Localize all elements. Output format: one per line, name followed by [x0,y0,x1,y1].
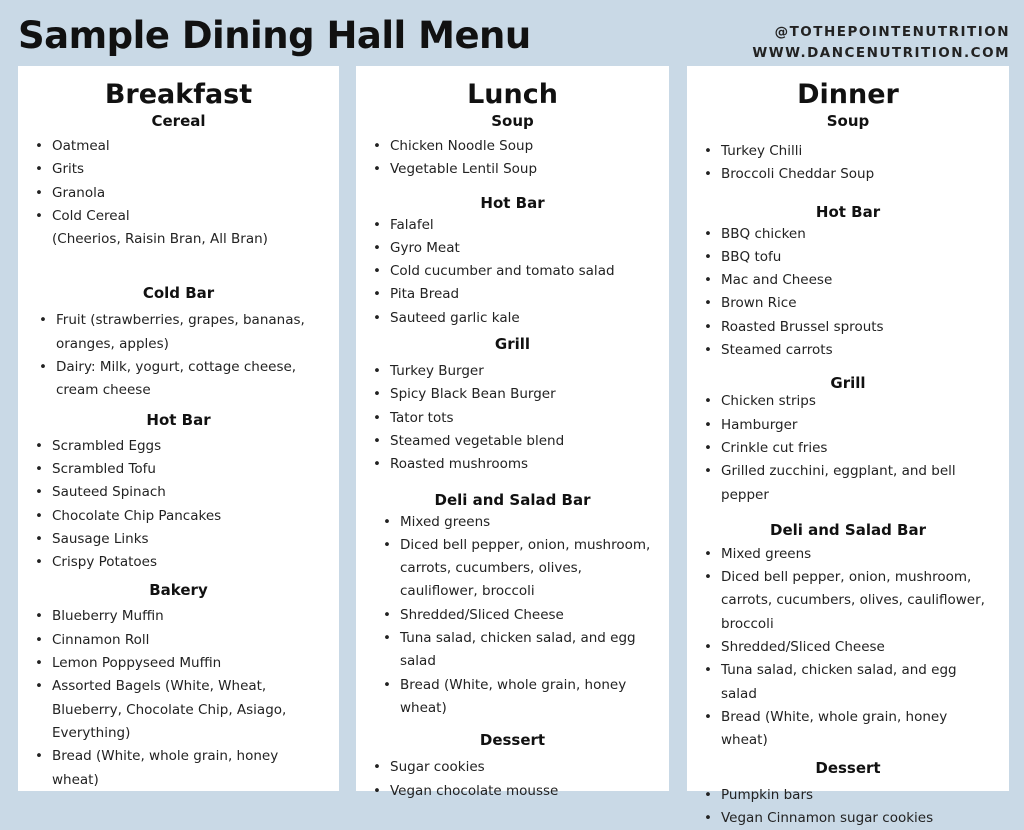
list-item: • Cinnamon Roll [52,629,329,652]
list-item: • Pita Bread [390,283,659,306]
list-item: • Steamed vegetable blend [390,430,659,453]
section-heading: Cold Bar [142,284,215,303]
list-item: • Lemon Poppyseed Muffin [52,652,329,675]
list-item: • Chicken strips [721,390,999,413]
section-dessert [366,729,659,803]
section-cold-bar [28,282,329,402]
list-item: • Shredded/Sliced Cheese [721,636,999,659]
section-grill [366,333,659,476]
column-title-dinner: Dinner [797,79,899,110]
column-title-breakfast: Breakfast [104,79,253,110]
list-item: • Sauteed Spinach [52,481,329,504]
section-heading: Soup [826,112,870,130]
item-list [28,135,329,251]
section-heading: Hot Bar [815,202,881,221]
list-item: • Oatmeal [52,135,329,158]
list-item: • Fruit (strawberries, grapes, bananas, oranges, apples) [56,309,329,356]
list-item: • Bread (White, whole grain, honey wheat) [721,706,999,753]
list-item: • Grits [52,158,329,181]
item-list [697,223,999,363]
item-list [366,360,659,476]
item-list [366,135,659,182]
list-item: • Scrambled Eggs [52,435,329,458]
list-item: • Sugar cookies [390,756,659,779]
list-item: • Chocolate Chip Pancakes [52,505,329,528]
item-list [366,511,659,721]
item-list [366,756,659,803]
list-item: • Sausage Links [52,528,329,551]
column-title-lunch: Lunch [467,79,558,110]
list-item: • BBQ chicken [721,223,999,246]
list-item: • Mac and Cheese [721,269,999,292]
list-item: • Shredded/Sliced Cheese [400,604,659,627]
section-deli-salad-bar [697,519,999,753]
item-list [28,309,329,402]
item-list [697,390,999,506]
list-item: • Mixed greens [721,543,999,566]
list-item: • Falafel [390,214,659,237]
list-item: • Blueberry Muffin [52,605,329,628]
list-item: • Assorted Bagels (White, Wheat, Blueberry, Chocolate Chip, Asiago, Everything) [52,675,329,745]
list-item: • Diced bell pepper, onion, mushroom, carrots, cucumbers, olives, cauliflower, broccoli [721,566,999,636]
list-item: • Diced bell pepper, onion, mushroom, carrots, cucumbers, olives, cauliflower, broccoli [400,534,659,604]
section-heading: Bakery [149,581,208,600]
list-item: • Crinkle cut fries [721,437,999,460]
section-bakery [28,579,329,791]
page-title: Sample Dining Hall Menu [18,14,531,57]
item-list [697,140,999,187]
section-soup [366,110,659,182]
section-hot-bar [366,192,659,330]
list-item: • Cold cucumber and tomato salad [390,260,659,283]
section-heading: Soup [491,112,534,130]
list-item: • Roasted Brussel sprouts [721,316,999,339]
section-heading: Grill [494,335,531,354]
list-item: • Chicken Noodle Soup [390,135,659,158]
list-item: • Steamed carrots [721,339,999,362]
list-item: • Broccoli Cheddar Soup [721,163,999,186]
section-deli-salad-bar [366,489,659,721]
list-item: • Tator tots [390,407,659,430]
list-item: • Turkey Chilli [721,140,999,163]
section-heading: Cereal [151,112,206,130]
section-heading: Hot Bar [146,410,211,429]
list-item: • Bread (White, whole grain, honey wheat) [52,745,329,792]
section-heading: Deli and Salad Bar [770,520,926,539]
section-heading: Dessert [479,731,546,750]
section-hot-bar [28,409,329,575]
social-handle: @TOTHEPOINTENUTRITION [774,24,1010,40]
list-item: • Vegan Cinnamon sugar cookies [721,807,999,830]
list-item-continuation: (Cheerios, Raisin Bran, All Bran) [52,231,268,248]
list-item: • Pumpkin bars [721,784,999,807]
section-heading: Hot Bar [480,193,545,212]
list-item: • Mixed greens [400,511,659,534]
section-dessert [697,757,999,830]
list-item: • Grilled zucchini, eggplant, and bell pepper [721,460,999,507]
section-hot-bar [697,201,999,363]
list-item: • Gyro Meat [390,237,659,260]
list-item: • Scrambled Tofu [52,458,329,481]
breakfast-column [18,66,339,791]
section-grill [697,372,999,506]
dinner-column [687,66,1009,826]
list-item: • Crispy Potatoes [52,551,329,574]
list-item: • Spicy Black Bean Burger [390,383,659,406]
lunch-column [356,66,669,799]
section-soup [697,110,999,187]
list-item: • Vegetable Lentil Soup [390,158,659,181]
list-item: • Dairy: Milk, yogurt, cottage cheese, cream cheese [56,356,329,403]
item-list [366,214,659,330]
list-item: • Cold Cereal [52,205,329,228]
section-heading: Dessert [815,758,881,777]
list-item: • Turkey Burger [390,360,659,383]
list-item: • Hamburger [721,414,999,437]
item-list [697,543,999,753]
list-item: • Roasted mushrooms [390,453,659,476]
list-item: • Granola [52,182,329,205]
item-list [28,435,329,575]
list-item: • Sauteed garlic kale [390,307,659,330]
section-cereal [28,110,329,251]
item-list [28,605,329,791]
list-item: • Brown Rice [721,292,999,315]
list-item: • Vegan chocolate mousse [390,780,659,803]
header-handles [752,22,1010,64]
list-item: • BBQ tofu [721,246,999,269]
list-item: • Bread (White, whole grain, honey wheat) [400,674,659,721]
website-url: WWW.DANCENUTRITION.COM [752,45,1010,61]
section-heading: Grill [830,374,866,393]
list-item: • Tuna salad, chicken salad, and egg salad [721,659,999,706]
list-item: • Tuna salad, chicken salad, and egg salad [400,627,659,674]
section-heading: Deli and Salad Bar [434,490,591,509]
